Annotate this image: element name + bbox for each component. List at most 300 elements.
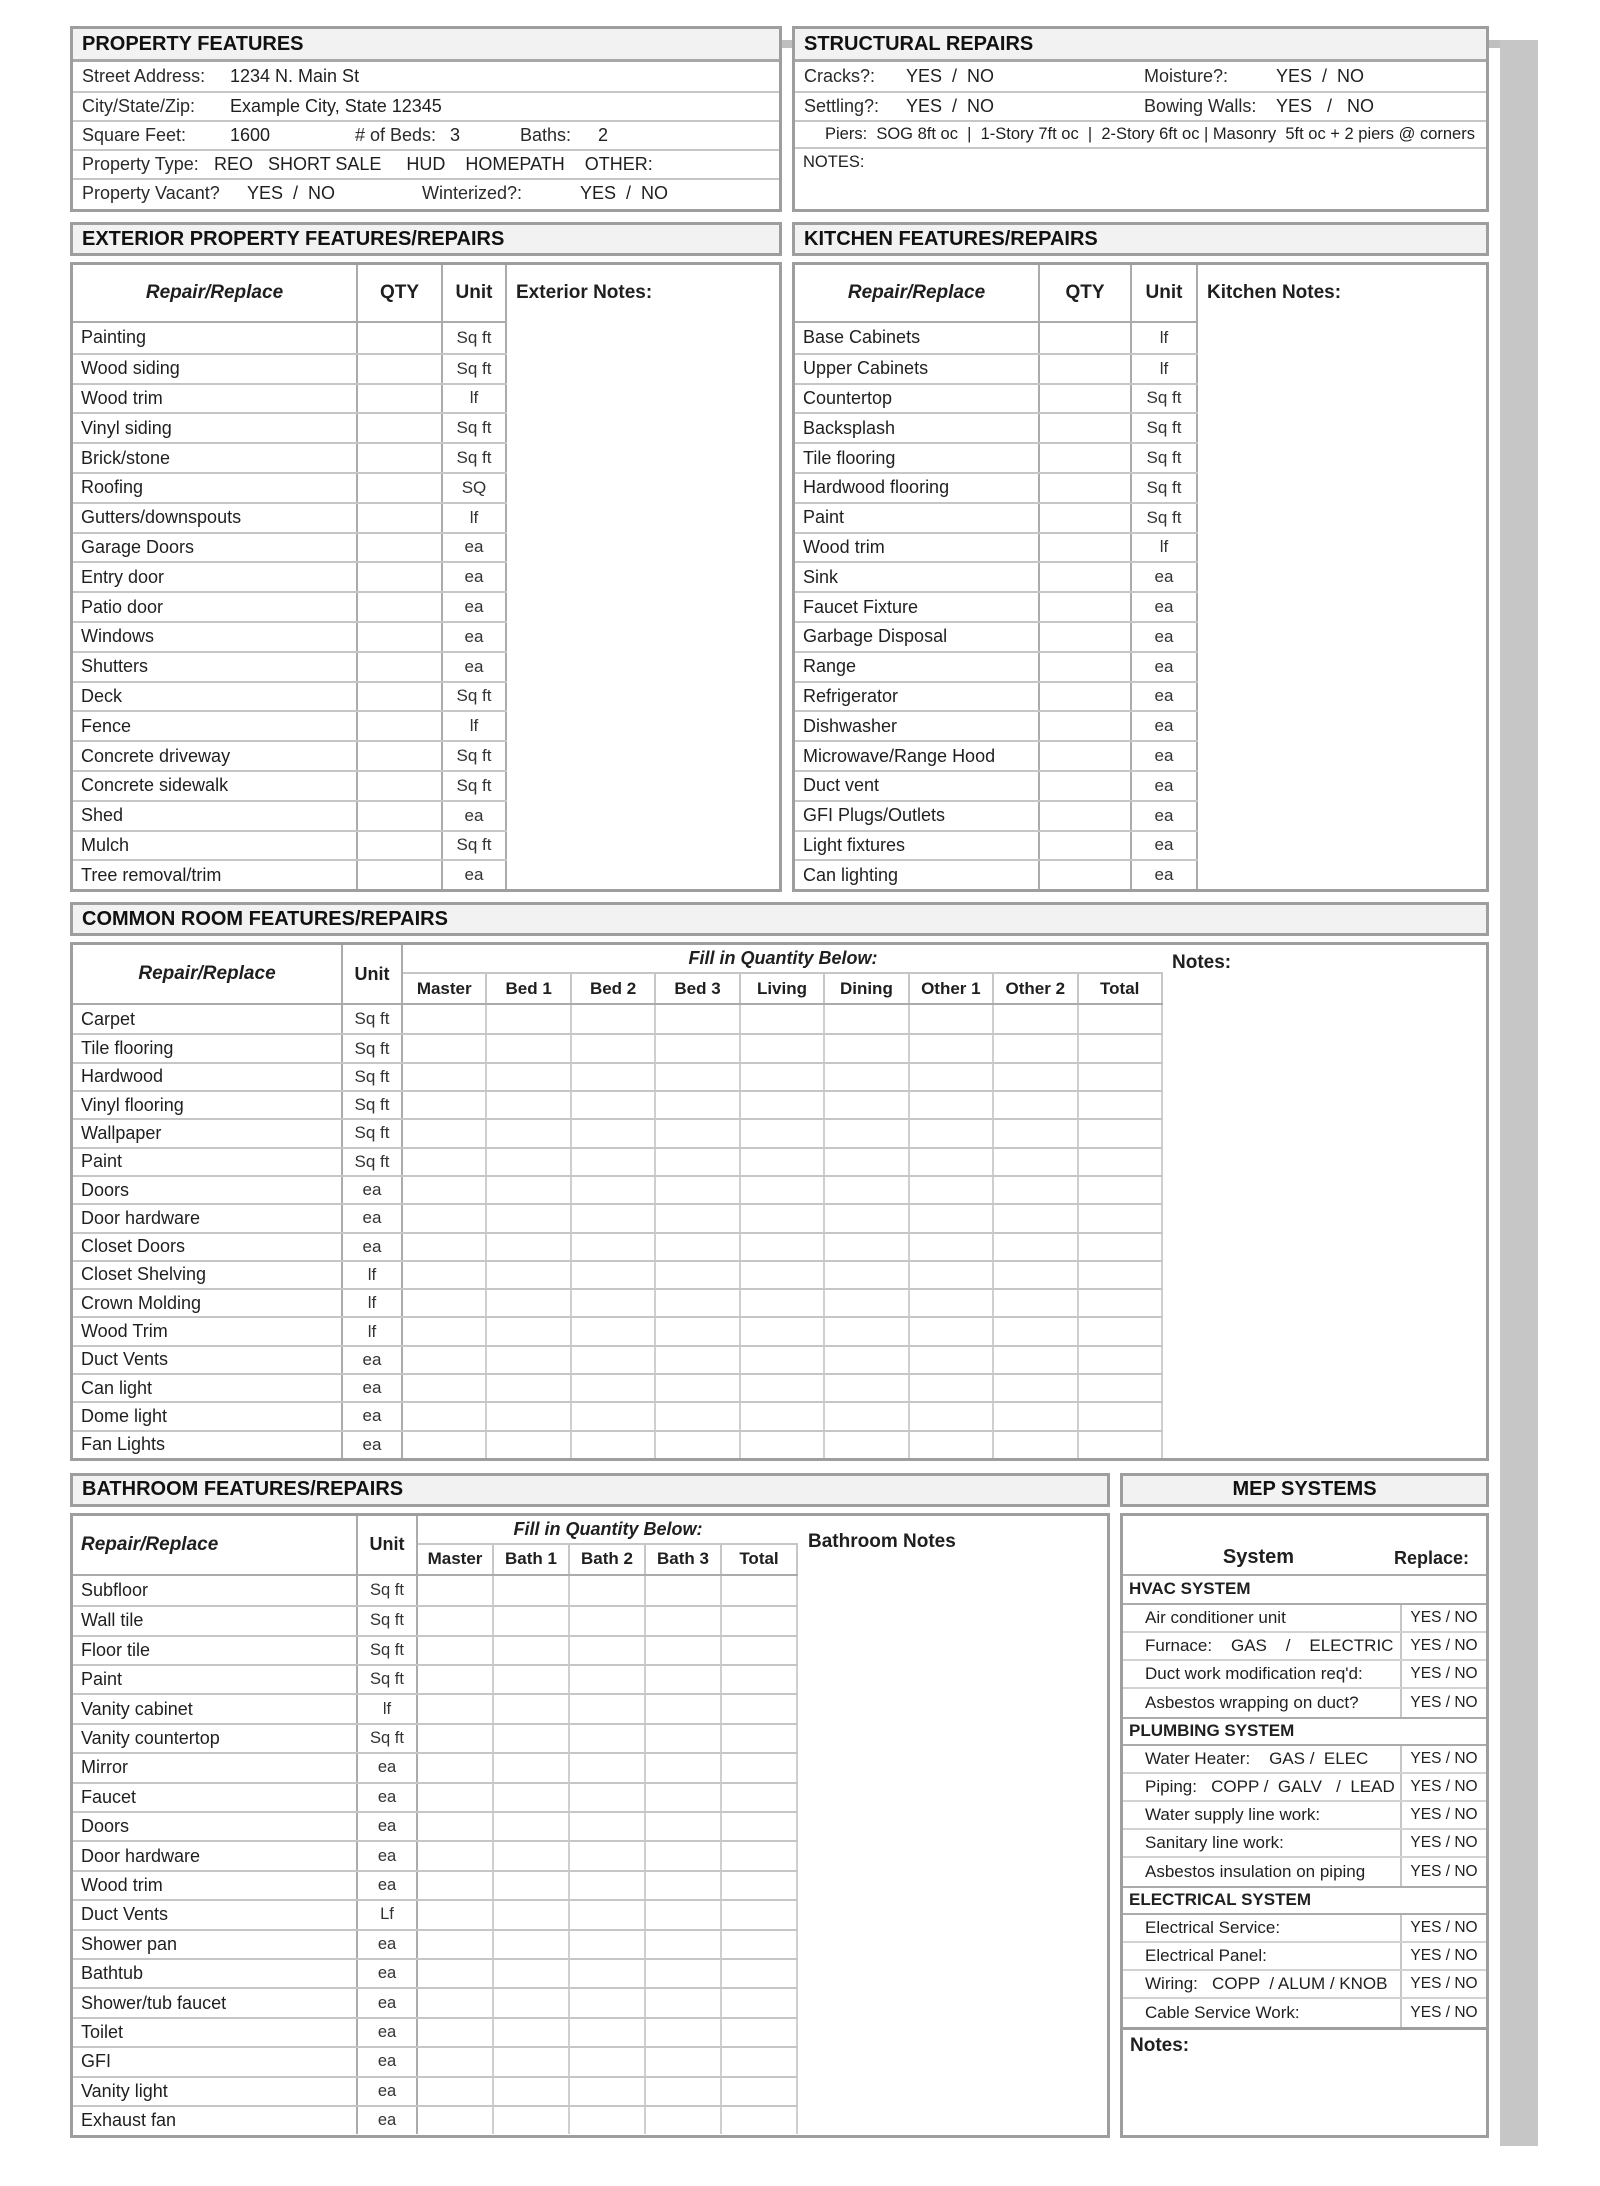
qty-cell-other1[interactable] bbox=[910, 1035, 994, 1061]
property-type-options[interactable]: REO SHORT SALE HUD HOMEPATH OTHER: bbox=[214, 154, 653, 174]
qty-input-cell[interactable] bbox=[1040, 504, 1132, 532]
qty-cell-other2[interactable] bbox=[994, 1403, 1078, 1429]
qty-cell-other1[interactable] bbox=[910, 1120, 994, 1146]
qty-input-cell[interactable] bbox=[358, 832, 443, 860]
qty-cell-total[interactable] bbox=[722, 1842, 798, 1869]
qty-cell-other2[interactable] bbox=[994, 1035, 1078, 1061]
qty-cell-living[interactable] bbox=[741, 1375, 825, 1401]
qty-cell-master[interactable] bbox=[403, 1092, 487, 1118]
qty-cell-total[interactable] bbox=[722, 1784, 798, 1811]
qty-cell-master[interactable] bbox=[418, 1637, 494, 1664]
qty-cell-bed1[interactable] bbox=[487, 1234, 571, 1260]
qty-cell-master[interactable] bbox=[418, 1813, 494, 1840]
qty-cell-living[interactable] bbox=[741, 1035, 825, 1061]
qty-input-cell[interactable] bbox=[1040, 593, 1132, 621]
qty-cell-bed2[interactable] bbox=[572, 1403, 656, 1429]
qty-cell-total[interactable] bbox=[722, 1666, 798, 1693]
qty-cell-dining[interactable] bbox=[825, 1375, 909, 1401]
cracks-choice[interactable]: YES / NO bbox=[906, 66, 995, 86]
qty-cell-living[interactable] bbox=[741, 1177, 825, 1203]
qty-cell-bed2[interactable] bbox=[572, 1205, 656, 1231]
qty-input-cell[interactable] bbox=[358, 563, 443, 591]
common-room-notes-box[interactable] bbox=[1163, 945, 1486, 1458]
qty-cell-other1[interactable] bbox=[910, 1403, 994, 1429]
qty-cell-bed1[interactable] bbox=[487, 1318, 571, 1344]
qty-cell-master[interactable] bbox=[403, 1205, 487, 1231]
qty-input-cell[interactable] bbox=[1040, 323, 1132, 353]
qty-cell-bed2[interactable] bbox=[572, 1092, 656, 1118]
kitchen-notes-box[interactable] bbox=[1198, 265, 1486, 889]
qty-cell-master[interactable] bbox=[403, 1234, 487, 1260]
qty-cell-other2[interactable] bbox=[994, 1234, 1078, 1260]
qty-cell-bed2[interactable] bbox=[572, 1005, 656, 1033]
qty-cell-bath1[interactable] bbox=[494, 2078, 570, 2105]
qty-cell-total[interactable] bbox=[722, 2019, 798, 2046]
qty-cell-master[interactable] bbox=[403, 1177, 487, 1203]
qty-input-cell[interactable] bbox=[1040, 683, 1132, 711]
qty-cell-living[interactable] bbox=[741, 1403, 825, 1429]
qty-cell-bath1[interactable] bbox=[494, 2048, 570, 2075]
qty-input-cell[interactable] bbox=[358, 861, 443, 889]
qty-input-cell[interactable] bbox=[1040, 623, 1132, 651]
moisture-choice[interactable]: YES / NO bbox=[1276, 66, 1365, 86]
qty-cell-bath3[interactable] bbox=[646, 1666, 722, 1693]
qty-cell-bed2[interactable] bbox=[572, 1064, 656, 1090]
qty-cell-other1[interactable] bbox=[910, 1347, 994, 1373]
qty-cell-bath2[interactable] bbox=[570, 1784, 646, 1811]
qty-cell-bath3[interactable] bbox=[646, 1989, 722, 2016]
qty-cell-bed3[interactable] bbox=[656, 1064, 740, 1090]
qty-cell-other1[interactable] bbox=[910, 1064, 994, 1090]
qty-cell-bed3[interactable] bbox=[656, 1375, 740, 1401]
qty-cell-bed1[interactable] bbox=[487, 1149, 571, 1175]
qty-input-cell[interactable] bbox=[1040, 832, 1132, 860]
qty-cell-total[interactable] bbox=[1079, 1092, 1163, 1118]
qty-cell-master[interactable] bbox=[403, 1064, 487, 1090]
qty-cell-dining[interactable] bbox=[825, 1149, 909, 1175]
qty-cell-bed3[interactable] bbox=[656, 1035, 740, 1061]
qty-cell-master[interactable] bbox=[418, 1842, 494, 1869]
qty-cell-total[interactable] bbox=[722, 2078, 798, 2105]
qty-cell-bed3[interactable] bbox=[656, 1347, 740, 1373]
qty-cell-master[interactable] bbox=[403, 1318, 487, 1344]
qty-input-cell[interactable] bbox=[358, 802, 443, 830]
qty-input-cell[interactable] bbox=[358, 534, 443, 562]
qty-cell-bed2[interactable] bbox=[572, 1035, 656, 1061]
qty-cell-bed2[interactable] bbox=[572, 1149, 656, 1175]
qty-cell-bath1[interactable] bbox=[494, 1931, 570, 1958]
qty-cell-living[interactable] bbox=[741, 1149, 825, 1175]
qty-cell-living[interactable] bbox=[741, 1234, 825, 1260]
qty-cell-bath3[interactable] bbox=[646, 1754, 722, 1781]
qty-cell-total[interactable] bbox=[1079, 1375, 1163, 1401]
qty-cell-other2[interactable] bbox=[994, 1120, 1078, 1146]
qty-input-cell[interactable] bbox=[1040, 861, 1132, 889]
replace-yes-no-choice[interactable]: YES / NO bbox=[1400, 1633, 1486, 1659]
qty-input-cell[interactable] bbox=[358, 474, 443, 502]
qty-input-cell[interactable] bbox=[1040, 772, 1132, 800]
qty-cell-total[interactable] bbox=[722, 1637, 798, 1664]
replace-yes-no-choice[interactable]: YES / NO bbox=[1400, 1689, 1486, 1717]
qty-cell-bath1[interactable] bbox=[494, 1901, 570, 1928]
qty-cell-master[interactable] bbox=[418, 2048, 494, 2075]
replace-yes-no-choice[interactable]: YES / NO bbox=[1400, 1971, 1486, 1997]
qty-cell-master[interactable] bbox=[418, 1784, 494, 1811]
qty-cell-other1[interactable] bbox=[910, 1262, 994, 1288]
qty-cell-total[interactable] bbox=[1079, 1035, 1163, 1061]
qty-cell-total[interactable] bbox=[722, 1576, 798, 1605]
beds-value[interactable]: 3 bbox=[450, 125, 461, 145]
qty-cell-bath2[interactable] bbox=[570, 2107, 646, 2134]
qty-cell-other1[interactable] bbox=[910, 1234, 994, 1260]
qty-cell-dining[interactable] bbox=[825, 1234, 909, 1260]
street-address-value[interactable]: 1234 N. Main St bbox=[230, 66, 360, 86]
qty-input-cell[interactable] bbox=[358, 593, 443, 621]
qty-cell-bed1[interactable] bbox=[487, 1120, 571, 1146]
qty-cell-dining[interactable] bbox=[825, 1035, 909, 1061]
qty-cell-bed2[interactable] bbox=[572, 1234, 656, 1260]
qty-cell-bath1[interactable] bbox=[494, 1754, 570, 1781]
qty-cell-bath2[interactable] bbox=[570, 1813, 646, 1840]
qty-cell-living[interactable] bbox=[741, 1205, 825, 1231]
qty-cell-bath2[interactable] bbox=[570, 2048, 646, 2075]
qty-cell-master[interactable] bbox=[418, 1607, 494, 1634]
qty-input-cell[interactable] bbox=[1040, 742, 1132, 770]
qty-cell-master[interactable] bbox=[403, 1375, 487, 1401]
qty-cell-bed3[interactable] bbox=[656, 1092, 740, 1118]
qty-cell-bath1[interactable] bbox=[494, 1989, 570, 2016]
qty-cell-bed3[interactable] bbox=[656, 1290, 740, 1316]
qty-cell-bed1[interactable] bbox=[487, 1347, 571, 1373]
settling-choice[interactable]: YES / NO bbox=[906, 96, 995, 116]
qty-cell-bed1[interactable] bbox=[487, 1375, 571, 1401]
qty-cell-bed2[interactable] bbox=[572, 1120, 656, 1146]
qty-cell-total[interactable] bbox=[1079, 1234, 1163, 1260]
qty-cell-bed3[interactable] bbox=[656, 1177, 740, 1203]
qty-cell-total[interactable] bbox=[722, 1813, 798, 1840]
qty-input-cell[interactable] bbox=[358, 653, 443, 681]
qty-input-cell[interactable] bbox=[358, 683, 443, 711]
qty-cell-other1[interactable] bbox=[910, 1092, 994, 1118]
baths-value[interactable]: 2 bbox=[598, 125, 609, 145]
qty-cell-bath1[interactable] bbox=[494, 2107, 570, 2134]
qty-cell-bed2[interactable] bbox=[572, 1262, 656, 1288]
replace-yes-no-choice[interactable]: YES / NO bbox=[1400, 1830, 1486, 1856]
qty-cell-living[interactable] bbox=[741, 1120, 825, 1146]
qty-cell-total[interactable] bbox=[1079, 1120, 1163, 1146]
qty-cell-bed1[interactable] bbox=[487, 1035, 571, 1061]
qty-cell-other2[interactable] bbox=[994, 1262, 1078, 1288]
qty-cell-bath3[interactable] bbox=[646, 1931, 722, 1958]
qty-cell-dining[interactable] bbox=[825, 1092, 909, 1118]
qty-input-cell[interactable] bbox=[1040, 802, 1132, 830]
qty-cell-bed1[interactable] bbox=[487, 1262, 571, 1288]
qty-cell-bath1[interactable] bbox=[494, 1695, 570, 1722]
qty-cell-master[interactable] bbox=[418, 1725, 494, 1752]
qty-cell-dining[interactable] bbox=[825, 1205, 909, 1231]
qty-cell-total[interactable] bbox=[1079, 1177, 1163, 1203]
qty-cell-total[interactable] bbox=[722, 1960, 798, 1987]
qty-cell-bath2[interactable] bbox=[570, 1901, 646, 1928]
qty-cell-bath3[interactable] bbox=[646, 1695, 722, 1722]
qty-cell-other1[interactable] bbox=[910, 1318, 994, 1344]
qty-cell-other2[interactable] bbox=[994, 1432, 1078, 1458]
qty-cell-bath3[interactable] bbox=[646, 1813, 722, 1840]
qty-cell-master[interactable] bbox=[403, 1262, 487, 1288]
qty-cell-bed2[interactable] bbox=[572, 1318, 656, 1344]
qty-cell-master[interactable] bbox=[403, 1035, 487, 1061]
qty-cell-bath1[interactable] bbox=[494, 1607, 570, 1634]
qty-cell-bath3[interactable] bbox=[646, 2107, 722, 2134]
qty-cell-living[interactable] bbox=[741, 1064, 825, 1090]
qty-input-cell[interactable] bbox=[358, 355, 443, 383]
qty-cell-total[interactable] bbox=[1079, 1149, 1163, 1175]
qty-input-cell[interactable] bbox=[358, 742, 443, 770]
qty-cell-master[interactable] bbox=[403, 1290, 487, 1316]
qty-cell-master[interactable] bbox=[418, 1695, 494, 1722]
qty-cell-dining[interactable] bbox=[825, 1064, 909, 1090]
qty-cell-master[interactable] bbox=[403, 1432, 487, 1458]
qty-cell-other2[interactable] bbox=[994, 1092, 1078, 1118]
qty-cell-other1[interactable] bbox=[910, 1432, 994, 1458]
qty-cell-bath2[interactable] bbox=[570, 1725, 646, 1752]
qty-cell-other2[interactable] bbox=[994, 1375, 1078, 1401]
qty-cell-dining[interactable] bbox=[825, 1347, 909, 1373]
qty-input-cell[interactable] bbox=[358, 385, 443, 413]
qty-cell-bath1[interactable] bbox=[494, 1637, 570, 1664]
qty-cell-bath1[interactable] bbox=[494, 1576, 570, 1605]
qty-cell-bed1[interactable] bbox=[487, 1290, 571, 1316]
qty-cell-bed3[interactable] bbox=[656, 1403, 740, 1429]
qty-cell-bed3[interactable] bbox=[656, 1005, 740, 1033]
qty-input-cell[interactable] bbox=[1040, 712, 1132, 740]
qty-cell-bath2[interactable] bbox=[570, 1607, 646, 1634]
qty-cell-living[interactable] bbox=[741, 1318, 825, 1344]
qty-cell-bed2[interactable] bbox=[572, 1375, 656, 1401]
qty-cell-dining[interactable] bbox=[825, 1177, 909, 1203]
qty-cell-master[interactable] bbox=[403, 1120, 487, 1146]
qty-cell-master[interactable] bbox=[418, 1872, 494, 1899]
replace-yes-no-choice[interactable]: YES / NO bbox=[1400, 1943, 1486, 1969]
qty-cell-bath2[interactable] bbox=[570, 2019, 646, 2046]
qty-cell-living[interactable] bbox=[741, 1005, 825, 1033]
qty-cell-other2[interactable] bbox=[994, 1318, 1078, 1344]
qty-cell-bath3[interactable] bbox=[646, 1576, 722, 1605]
qty-cell-other1[interactable] bbox=[910, 1149, 994, 1175]
replace-yes-no-choice[interactable]: YES / NO bbox=[1400, 1999, 1486, 2027]
qty-cell-living[interactable] bbox=[741, 1092, 825, 1118]
qty-cell-bath1[interactable] bbox=[494, 1960, 570, 1987]
qty-cell-dining[interactable] bbox=[825, 1120, 909, 1146]
qty-cell-total[interactable] bbox=[1079, 1064, 1163, 1090]
qty-cell-total[interactable] bbox=[1079, 1005, 1163, 1033]
qty-cell-bed3[interactable] bbox=[656, 1234, 740, 1260]
qty-input-cell[interactable] bbox=[1040, 385, 1132, 413]
qty-cell-bath1[interactable] bbox=[494, 1666, 570, 1693]
qty-cell-bath3[interactable] bbox=[646, 2048, 722, 2075]
qty-input-cell[interactable] bbox=[1040, 563, 1132, 591]
qty-cell-bath2[interactable] bbox=[570, 1754, 646, 1781]
bowing-walls-choice[interactable]: YES / NO bbox=[1276, 96, 1375, 116]
replace-yes-no-choice[interactable]: YES / NO bbox=[1400, 1802, 1486, 1828]
qty-cell-bed3[interactable] bbox=[656, 1205, 740, 1231]
replace-yes-no-choice[interactable]: YES / NO bbox=[1400, 1915, 1486, 1941]
qty-cell-living[interactable] bbox=[741, 1432, 825, 1458]
qty-cell-bath3[interactable] bbox=[646, 1901, 722, 1928]
qty-cell-bath3[interactable] bbox=[646, 1637, 722, 1664]
qty-cell-total[interactable] bbox=[722, 2048, 798, 2075]
qty-cell-master[interactable] bbox=[403, 1005, 487, 1033]
qty-cell-total[interactable] bbox=[1079, 1432, 1163, 1458]
qty-input-cell[interactable] bbox=[358, 623, 443, 651]
qty-cell-total[interactable] bbox=[722, 1901, 798, 1928]
qty-input-cell[interactable] bbox=[358, 323, 443, 353]
qty-cell-bath2[interactable] bbox=[570, 2078, 646, 2105]
qty-cell-master[interactable] bbox=[418, 2078, 494, 2105]
qty-cell-total[interactable] bbox=[1079, 1290, 1163, 1316]
qty-cell-master[interactable] bbox=[418, 2019, 494, 2046]
qty-cell-total[interactable] bbox=[1079, 1205, 1163, 1231]
qty-cell-master[interactable] bbox=[403, 1403, 487, 1429]
square-feet-value[interactable]: 1600 bbox=[230, 125, 271, 145]
qty-cell-bath3[interactable] bbox=[646, 1872, 722, 1899]
qty-cell-other1[interactable] bbox=[910, 1290, 994, 1316]
winterized-choice[interactable]: YES / NO bbox=[580, 183, 669, 203]
qty-cell-master[interactable] bbox=[418, 2107, 494, 2134]
qty-cell-bath1[interactable] bbox=[494, 1813, 570, 1840]
qty-cell-bath2[interactable] bbox=[570, 1576, 646, 1605]
qty-cell-bed1[interactable] bbox=[487, 1177, 571, 1203]
qty-cell-bed3[interactable] bbox=[656, 1120, 740, 1146]
qty-cell-living[interactable] bbox=[741, 1290, 825, 1316]
replace-yes-no-choice[interactable]: YES / NO bbox=[1400, 1858, 1486, 1886]
qty-cell-bath2[interactable] bbox=[570, 1666, 646, 1693]
qty-cell-living[interactable] bbox=[741, 1262, 825, 1288]
qty-input-cell[interactable] bbox=[358, 444, 443, 472]
qty-cell-bath1[interactable] bbox=[494, 1872, 570, 1899]
qty-cell-bed1[interactable] bbox=[487, 1005, 571, 1033]
qty-cell-other2[interactable] bbox=[994, 1177, 1078, 1203]
qty-cell-dining[interactable] bbox=[825, 1403, 909, 1429]
qty-cell-total[interactable] bbox=[722, 2107, 798, 2134]
mep-notes-box[interactable] bbox=[1123, 2027, 1486, 2135]
qty-cell-bed1[interactable] bbox=[487, 1205, 571, 1231]
qty-cell-other2[interactable] bbox=[994, 1347, 1078, 1373]
replace-yes-no-choice[interactable]: YES / NO bbox=[1400, 1605, 1486, 1631]
qty-cell-bath2[interactable] bbox=[570, 1695, 646, 1722]
qty-cell-bed2[interactable] bbox=[572, 1347, 656, 1373]
qty-input-cell[interactable] bbox=[358, 712, 443, 740]
qty-cell-other2[interactable] bbox=[994, 1205, 1078, 1231]
qty-cell-bath1[interactable] bbox=[494, 1842, 570, 1869]
qty-cell-bed3[interactable] bbox=[656, 1318, 740, 1344]
qty-cell-other2[interactable] bbox=[994, 1149, 1078, 1175]
qty-cell-master[interactable] bbox=[418, 1931, 494, 1958]
qty-cell-master[interactable] bbox=[418, 1666, 494, 1693]
qty-input-cell[interactable] bbox=[1040, 444, 1132, 472]
qty-input-cell[interactable] bbox=[358, 414, 443, 442]
qty-cell-master[interactable] bbox=[418, 1989, 494, 2016]
qty-input-cell[interactable] bbox=[1040, 414, 1132, 442]
qty-cell-other1[interactable] bbox=[910, 1005, 994, 1033]
qty-cell-bed2[interactable] bbox=[572, 1290, 656, 1316]
qty-cell-master[interactable] bbox=[418, 1754, 494, 1781]
qty-input-cell[interactable] bbox=[358, 504, 443, 532]
exterior-notes-box[interactable] bbox=[507, 265, 779, 889]
city-state-zip-value[interactable]: Example City, State 12345 bbox=[230, 96, 442, 116]
qty-cell-total[interactable] bbox=[722, 1872, 798, 1899]
qty-cell-bath3[interactable] bbox=[646, 2019, 722, 2046]
qty-cell-total[interactable] bbox=[722, 1931, 798, 1958]
qty-cell-total[interactable] bbox=[1079, 1403, 1163, 1429]
qty-cell-bed1[interactable] bbox=[487, 1092, 571, 1118]
qty-cell-bath2[interactable] bbox=[570, 1931, 646, 1958]
qty-cell-dining[interactable] bbox=[825, 1290, 909, 1316]
qty-cell-other1[interactable] bbox=[910, 1205, 994, 1231]
qty-input-cell[interactable] bbox=[1040, 355, 1132, 383]
qty-cell-other1[interactable] bbox=[910, 1177, 994, 1203]
qty-cell-master[interactable] bbox=[418, 1901, 494, 1928]
qty-cell-master[interactable] bbox=[418, 1960, 494, 1987]
structural-notes-box[interactable] bbox=[795, 147, 1486, 209]
qty-cell-bath2[interactable] bbox=[570, 1872, 646, 1899]
qty-cell-other1[interactable] bbox=[910, 1375, 994, 1401]
qty-cell-bed2[interactable] bbox=[572, 1432, 656, 1458]
qty-cell-living[interactable] bbox=[741, 1347, 825, 1373]
qty-cell-bath3[interactable] bbox=[646, 1842, 722, 1869]
qty-cell-bath3[interactable] bbox=[646, 1725, 722, 1752]
qty-cell-bath1[interactable] bbox=[494, 1725, 570, 1752]
qty-cell-total[interactable] bbox=[722, 1695, 798, 1722]
qty-cell-bed1[interactable] bbox=[487, 1403, 571, 1429]
qty-cell-dining[interactable] bbox=[825, 1432, 909, 1458]
qty-cell-master[interactable] bbox=[403, 1347, 487, 1373]
qty-cell-total[interactable] bbox=[1079, 1347, 1163, 1373]
qty-cell-total[interactable] bbox=[722, 1725, 798, 1752]
qty-cell-other2[interactable] bbox=[994, 1005, 1078, 1033]
qty-cell-bed3[interactable] bbox=[656, 1149, 740, 1175]
qty-cell-bed2[interactable] bbox=[572, 1177, 656, 1203]
bathroom-notes-box[interactable] bbox=[798, 1516, 1107, 2135]
qty-cell-bath3[interactable] bbox=[646, 1784, 722, 1811]
qty-cell-master[interactable] bbox=[418, 1576, 494, 1605]
qty-cell-total[interactable] bbox=[1079, 1262, 1163, 1288]
qty-cell-bed1[interactable] bbox=[487, 1064, 571, 1090]
replace-yes-no-choice[interactable]: YES / NO bbox=[1400, 1746, 1486, 1772]
qty-cell-bed1[interactable] bbox=[487, 1432, 571, 1458]
qty-input-cell[interactable] bbox=[1040, 474, 1132, 502]
qty-cell-dining[interactable] bbox=[825, 1262, 909, 1288]
qty-cell-master[interactable] bbox=[403, 1149, 487, 1175]
qty-cell-total[interactable] bbox=[722, 1754, 798, 1781]
qty-cell-bath2[interactable] bbox=[570, 1989, 646, 2016]
property-vacant-choice[interactable]: YES / NO bbox=[247, 183, 336, 203]
qty-cell-total[interactable] bbox=[722, 1607, 798, 1634]
qty-cell-bath3[interactable] bbox=[646, 2078, 722, 2105]
qty-input-cell[interactable] bbox=[358, 772, 443, 800]
qty-cell-total[interactable] bbox=[1079, 1318, 1163, 1344]
qty-cell-bath2[interactable] bbox=[570, 1637, 646, 1664]
qty-cell-bath2[interactable] bbox=[570, 1960, 646, 1987]
qty-input-cell[interactable] bbox=[1040, 534, 1132, 562]
qty-cell-bath3[interactable] bbox=[646, 1960, 722, 1987]
qty-cell-bed3[interactable] bbox=[656, 1262, 740, 1288]
qty-cell-bath1[interactable] bbox=[494, 2019, 570, 2046]
replace-yes-no-choice[interactable]: YES / NO bbox=[1400, 1774, 1486, 1800]
qty-cell-bath2[interactable] bbox=[570, 1842, 646, 1869]
qty-cell-bed3[interactable] bbox=[656, 1432, 740, 1458]
qty-cell-dining[interactable] bbox=[825, 1318, 909, 1344]
